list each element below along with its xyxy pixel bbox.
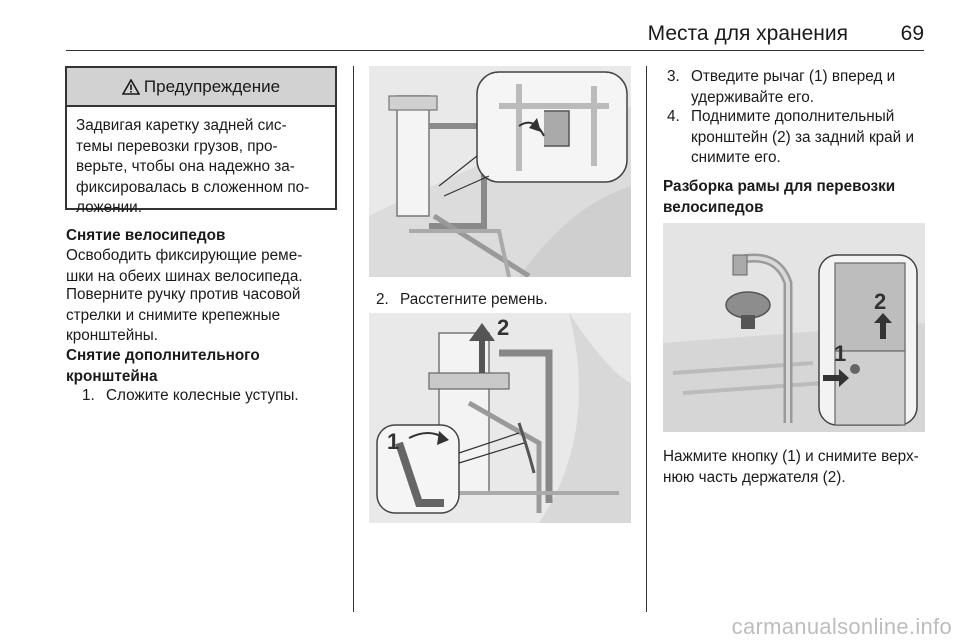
heading-line: велосипедов [663,198,764,216]
list-item-step-1 [82,386,342,407]
heading-line: кронштейна [66,367,158,385]
list-item-step-4 [667,107,927,169]
text-line: снимите его. [691,149,781,166]
step-number: 2. [376,291,389,308]
illustration-carrier-folded [369,66,631,277]
warning-box [65,66,337,216]
warning-line: верьте, чтобы она надежно за- [76,158,295,175]
text-line: стрелки и снимите крепежные [66,306,281,324]
heading-remove-bikes: Снятие велосипедов [66,227,226,244]
warning-header [67,68,335,107]
text-line: Поднимите дополнительный [691,108,895,125]
text-line: шки на обеих шинах велосипеда. [66,267,303,285]
warning-line: фиксировалась в сложенном по- [76,178,310,196]
step-number: 1. [82,387,95,404]
figure-label-1: 1 [834,341,847,366]
step-number: 3. [667,68,680,85]
text-line: кронштейн (2) за задний край и [691,128,915,146]
warning-triangle-icon [122,79,140,95]
heading-disassemble-frame [663,177,895,218]
heading-line: Снятие дополнительного [66,347,260,364]
text-line: кронштейны. [66,327,159,344]
text-line: Отведите рычаг (1) вперед и [691,68,896,85]
warning-line: ложении. [76,199,142,216]
figure-label-2: 2 [497,315,510,340]
step-text [691,107,914,169]
column-divider-left [353,66,354,612]
figure-label-2: 2 [874,289,887,314]
text-line: Освободить фиксирующие реме- [66,247,303,264]
figure-label-1: 1 [387,429,400,454]
warning-line: Задвигая каретку задней сис- [76,117,287,134]
heading-line: Разборка рамы для перевозки [663,178,896,195]
list-item-step-3 [667,67,927,108]
paragraph-release-straps [66,246,303,287]
figure-unbuckle-strap [369,313,631,523]
text-line: Поверните ручку против часовой [66,286,301,303]
page-header-title: Места для хранения [647,22,848,45]
step-number: 4. [667,108,680,125]
warning-line: темы перевозки грузов, про- [76,137,278,155]
step-text: Сложите колесные уступы. [106,387,299,404]
figure-fold-wheel-holders [369,66,631,277]
column-divider-right [646,66,647,612]
illustration-holder [663,223,925,432]
heading-remove-extra-bracket [66,346,260,387]
text-line: Нажмите кнопку (1) и снимите верх- [663,448,919,465]
list-item-step-2 [376,290,636,311]
step-text [691,67,895,108]
text-line: удерживайте его. [691,88,814,106]
illustration-carrier-strap [369,313,631,523]
page-number: 69 [900,22,924,45]
header-rule [66,50,924,51]
step-text: Расстегните ремень. [400,291,548,308]
paragraph-turn-knob [66,285,300,347]
figure-holder-removal [663,223,925,432]
figure-caption [663,447,919,488]
warning-title: Предупреждение [143,76,281,96]
text-line: нюю часть держателя (2). [663,468,846,486]
warning-text [67,107,335,219]
watermark: carmanualsonline.info [731,614,952,639]
